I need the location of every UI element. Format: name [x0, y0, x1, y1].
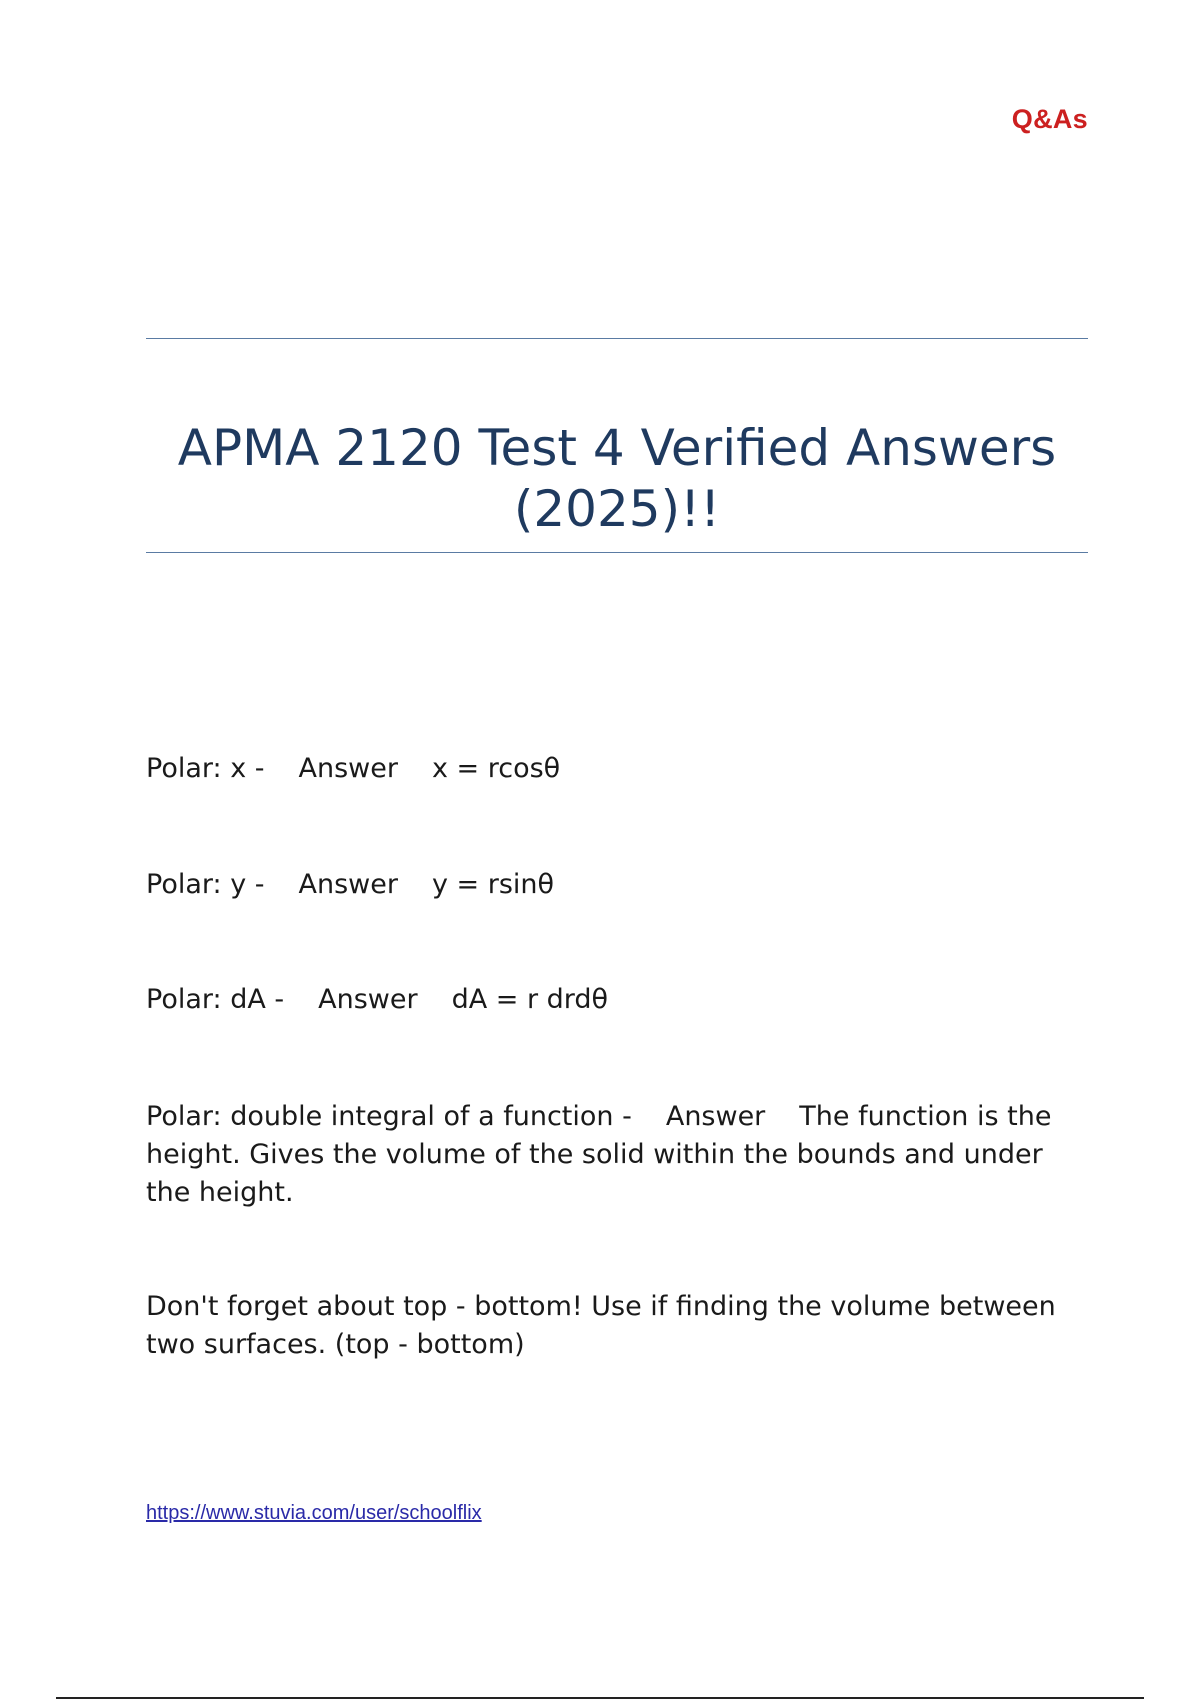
- qa-answer: y = rsinθ: [431, 869, 555, 900]
- footer-rule: [56, 1697, 1144, 1699]
- qa-question: Polar: y -: [146, 869, 265, 900]
- title-top-rule: [146, 338, 1088, 339]
- qas-header-tag: Q&As: [1011, 104, 1088, 134]
- qa-answer-label: Answer: [298, 753, 398, 784]
- qa-answer: dA = r drdθ: [451, 984, 609, 1015]
- source-link[interactable]: https://www.stuvia.com/user/schoolflix: [146, 1502, 482, 1524]
- qa-question: Polar: x -: [146, 753, 265, 784]
- qa-answer-label: Answer: [665, 1101, 766, 1132]
- qa-item: [146, 866, 554, 904]
- qa-item: [146, 750, 560, 788]
- qa-question: Polar: double integral of a function -: [146, 1101, 632, 1132]
- title-bottom-rule: [146, 552, 1088, 553]
- qa-answer-label: Answer: [318, 984, 418, 1015]
- qa-answer: The function is the height. Gives the volume of the solid within the bounds and under the height.: [146, 1101, 1052, 1208]
- document-title: APMA 2120 Test 4 Verified Answers (2025)!!: [177, 419, 1057, 538]
- qa-question: Polar: dA -: [146, 984, 285, 1015]
- qa-note: Don't forget about top - bottom! Use if finding the volume between two surfaces. (top - bottom): [146, 1291, 1056, 1360]
- qa-answer-label: Answer: [298, 869, 398, 900]
- qa-answer: x = rcosθ: [431, 753, 561, 784]
- qa-item: [146, 981, 608, 1019]
- qa-item: [146, 1098, 1066, 1212]
